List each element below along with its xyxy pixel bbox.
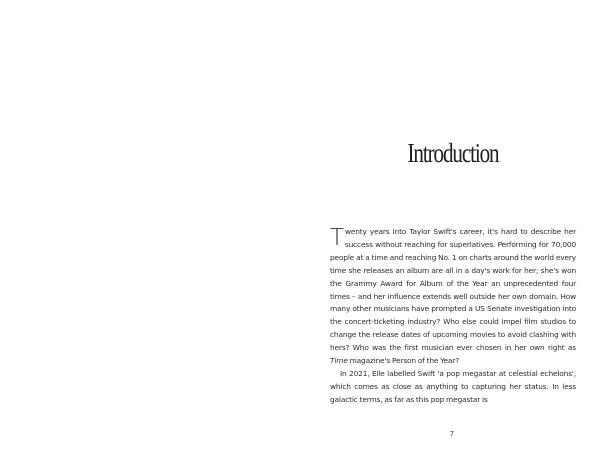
paragraph-1 [330, 226, 576, 368]
paragraph-1-text: wenty years into Taylor Swift's career, it's hard to describe her success without reaching for superlatives. Performing for 70,000 people at a time and reaching No. 1 on charts around the world every time she releases an album are all in a day's work for her; she's won the Grammy Award for Album of the Year an unprecedented four times – and her influence extends well outside her own domain. How many other musicians have prompted a US Senate investigation into the concert-ticketing industry? Who else could impel film studios to change the release dates of upcoming movies to avoid clashing with hers? Who was the first musician ever chosen in her own right as [330, 227, 576, 353]
drop-cap: T [330, 225, 344, 251]
chapter-title: Introduction [407, 138, 499, 168]
paragraph-1-tail: magazine's Person of the Year? [347, 356, 459, 366]
page-number: 7 [449, 430, 455, 438]
body-text [330, 226, 576, 407]
paragraph-2: In 2021, Elle labelled Swift 'a pop megastar at celestial echelons', which comes as close as anything to capturing her status. In less galactic terms, as far as this pop megastar is [330, 368, 576, 404]
italic-title: Time [330, 356, 348, 366]
